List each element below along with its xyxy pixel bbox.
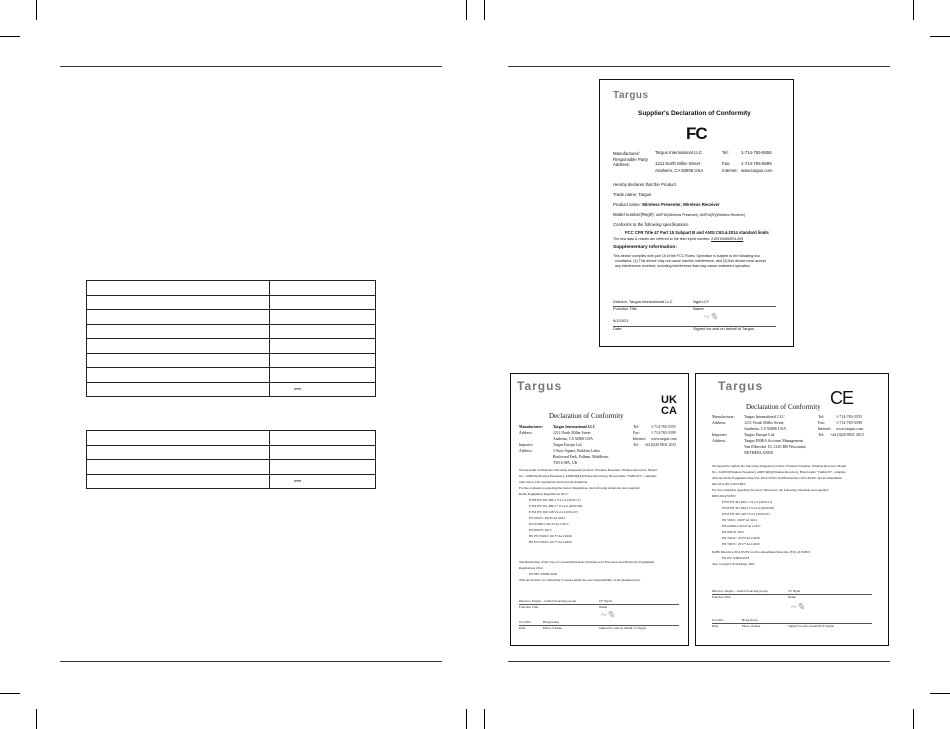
supplementary-title: Supplementary Information: — [613, 245, 677, 250]
fax-label: Fax: — [818, 420, 826, 425]
ce-year: Year to begin CE marking: 2021 — [712, 562, 755, 566]
supplementary-text: conditions: (1) This device may not cause harmful interference, and (2) this device must accept — [615, 259, 766, 263]
importer-address: NETHERLANDS — [744, 450, 774, 455]
header-rule — [60, 66, 442, 67]
manufacturer: Targus International LLC — [744, 414, 785, 419]
trade-name: Trade name: Targus — [613, 192, 652, 197]
declares: Hereby declares that the Product — [613, 182, 676, 187]
standard-item: EN 50321: 2018+A1:2021 — [529, 516, 566, 520]
tel: 1-714-765-5555 — [741, 150, 772, 155]
address-line: 1211 North Miller Street — [553, 431, 591, 435]
model-value: AMP16(Wireless Presenter), AMP16(R)(Wireless Receiver) — [656, 213, 746, 217]
signed-label: Signed for and on behalf of Targus — [599, 626, 647, 630]
standard-item: EN 55032 : 2015+A11:2020 — [722, 536, 760, 540]
declaration-text: We herewith confirm the following designated product: Wireless Presenter, Wireless Receiver, Model — [519, 468, 657, 472]
tel-label: Tel: — [633, 425, 639, 429]
supplementary-text: any interference received, including interference that may cause undesired operation. — [615, 264, 751, 268]
signature-mark: ~✎ — [601, 610, 615, 621]
place: Hong Kong — [742, 618, 758, 622]
footer-rule — [60, 661, 442, 662]
manufacturer: Targus International LLC — [655, 150, 702, 155]
ukca-doc-document — [510, 373, 689, 646]
crop-mark — [36, 0, 37, 20]
crop-mark — [36, 709, 37, 729]
header-rule — [508, 66, 890, 67]
standard-item: ETSI EN 300 328 V2.2.2 (2019-07) — [529, 510, 578, 514]
crop-mark — [0, 36, 20, 37]
name-label: Name — [693, 306, 704, 311]
fcc-sdoc-document — [599, 79, 794, 347]
tel-label: Tel: — [633, 443, 639, 447]
crop-mark — [484, 709, 485, 729]
doc-title: Supplier's Declaration of Conformity — [638, 110, 751, 117]
standard-item: EN 50321: 2018+A1:2021 — [722, 518, 758, 522]
declaration-text: No.: AMP16(Wireless Presenter), AMP16(R)(Wireless Receiver), Brand name "TARGUS", complies — [712, 470, 846, 474]
fcc-mark: FC — [686, 124, 707, 143]
ce-mark: CE — [830, 388, 854, 408]
address-label: Address: — [712, 420, 727, 425]
model-number — [613, 213, 745, 218]
product-name-label: Product name: — [613, 202, 641, 207]
rohs-text: The Restriction of the Use of Certain Hazardous Substances in Electrical and Electronic Equipment — [519, 560, 655, 564]
rohs-text: RoHS Directive 2011/65/EU and its amendment Directive (EU) 2015/863: — [712, 550, 811, 554]
fax: 1-714-765-5599 — [741, 161, 772, 166]
address-line: Anaheim, CA 92806 USA — [744, 426, 786, 431]
crop-mark — [913, 709, 914, 729]
directive: RED 2014/53/EU: — [712, 494, 737, 498]
standard-item: ETSI EN 301 489-1 V2.2.3 (2019-11) — [722, 500, 773, 504]
model-label: Model number(Reg#): — [613, 212, 655, 217]
doc-title: Declaration of Conformity — [549, 412, 624, 420]
evaluation-text: For the evaluation regarding the below Regulation, the following standards were applied: — [519, 486, 641, 490]
function-label: Function Title — [712, 595, 731, 599]
importer-label: Importer: — [712, 432, 728, 437]
standard-item: ETSI EN 301 489-17 V3.2.4 (2020-09) — [529, 504, 583, 508]
supplementary-text: This device complies with part 15 of the FCC Rules. Operation is subject to the following two — [613, 254, 760, 258]
date-label: Date — [613, 326, 622, 331]
tel-label: Tel: — [818, 432, 825, 437]
spec-table-1 — [86, 280, 376, 397]
spec-table-2 — [86, 430, 376, 489]
responsibility-text: This declaration of conformity is issued under the sole responsibility of the manufacturer. — [519, 578, 641, 582]
standard-item: ETSI EN 301 489-1 V2.2.3 (2019-11) — [529, 498, 581, 502]
signature-mark: ~✎ — [704, 312, 718, 323]
standard-item: BS EN 55035: 2017+A11:2020 — [529, 540, 572, 544]
tel-label: Tel: — [818, 414, 825, 419]
product-name-value: Wireless Presenter, Wireless Receiver — [642, 202, 720, 207]
manufacturer-label: Manufacturer/ Responsible Party Address: — [613, 151, 648, 168]
fax: 1-714-765-5599 — [651, 431, 676, 435]
crop-mark — [466, 709, 467, 729]
declaration-text: with the Radio Equipment Directive 2014/53/EU, RoHS Directive 2011/65/EU and its amendment — [712, 476, 843, 480]
crop-mark — [930, 36, 950, 37]
address-line: Anaheim, CA 92806 USA — [655, 168, 704, 173]
dc-symbol: ⎓ — [294, 475, 302, 486]
report-number: 2109190800EN-009 — [711, 237, 744, 241]
date-label: Date — [712, 624, 719, 628]
manufacturer-label: Manufacturer: — [712, 414, 735, 419]
signed-label: Signed for and on behalf of Targus — [693, 326, 755, 331]
crop-mark — [466, 0, 467, 20]
targus-logo: Targus — [718, 379, 764, 393]
tel: 1-714-765-5555 — [651, 425, 676, 429]
date: 9/1/2021 — [613, 318, 629, 323]
declaration-text: Directive (EU) 2015/863. — [712, 482, 746, 486]
address-line: Anaheim, CA 92806 USA — [553, 437, 593, 441]
standard-item: EN 60479: 2015 — [529, 528, 552, 532]
importer-address: Van Elbercket 19, 2145 RR Wisconsin, — [744, 444, 807, 449]
standard-item: EN 62368-1:2014+A11:2017 — [529, 522, 569, 526]
function-label: Function Title — [519, 605, 539, 609]
evaluation-text: For the evaluation regarding the above Directives, the following standards were applied: — [712, 488, 829, 492]
name-label: Name — [599, 605, 608, 609]
table-row — [87, 339, 376, 354]
ukca-mark-bottom: CA — [661, 405, 677, 417]
declaration-text: We herewith confirm the following designated product: Wireless Presenter, Wireless Receiver, Model — [712, 464, 846, 468]
crop-mark — [913, 0, 914, 20]
tel: +44 (0)20 8831 2015 — [830, 432, 864, 437]
footer-rule — [508, 661, 890, 662]
ce-doc-document — [695, 373, 889, 646]
internet: www.targus.com — [651, 437, 677, 441]
name-label: Name — [788, 595, 796, 599]
crop-mark — [0, 693, 20, 694]
conforms: Conforms to the following specifications — [613, 222, 689, 227]
date-label: Date — [519, 626, 526, 630]
place-label: Place of Issue — [742, 624, 761, 628]
standard: FCC CFR Title 47 Part 15 Subpart B and ANSI C63.4-2014 standard limits — [625, 230, 769, 235]
targus-logo: Targus — [517, 379, 563, 393]
internet: www.targus.com — [836, 426, 863, 431]
signed-label: Signed for and on behalf of Targus — [788, 624, 834, 628]
table-row — [87, 295, 376, 310]
importer: Targus Europe Ltd. — [744, 432, 775, 437]
crop-mark — [484, 0, 485, 20]
standard-item: BS EN 55032: 2015+A11:2020 — [529, 534, 572, 538]
tel: 1-714-765-5555 — [836, 414, 862, 419]
table-row — [87, 445, 376, 460]
table-row — [87, 474, 376, 489]
signature-mark: ~✎ — [791, 602, 805, 613]
fax-label: Fax: — [722, 161, 731, 166]
address-label: Address: — [519, 449, 533, 453]
report-note — [613, 237, 743, 241]
table-row — [87, 353, 376, 368]
signer-name: Nguh,CF — [693, 299, 710, 304]
table-row — [87, 281, 376, 296]
signer-title: Director, Targus – Global Sourcing Group — [712, 589, 768, 593]
importer-address: TW16 6PA, UK — [553, 461, 578, 465]
address-label: Address: — [519, 431, 533, 435]
tel-label: Tel: — [722, 150, 729, 155]
address-line: 1211 North Miller Street — [655, 161, 701, 166]
declaration-text: No.: AMP16(Wireless Presenter), AMP16(R)(Wireless Receiver), Brand name "TARGUS", complies — [519, 474, 657, 478]
dc-symbol: ⎓ — [294, 383, 302, 394]
internet-label: Internet: — [818, 426, 832, 431]
manufacturer-label: Manufacturer: — [519, 425, 544, 429]
table-row — [87, 382, 376, 397]
table-row — [87, 368, 376, 383]
tel: +44 (0)20 8831 2015 — [644, 443, 677, 447]
signer-title: Director, Targus – Global Sourcing Group — [519, 599, 577, 603]
standard-item: EN 62368-1:2014+A11:2017 — [722, 524, 761, 528]
internet-label: Internet: — [722, 168, 738, 173]
function-label: Function Title — [613, 306, 637, 311]
targus-logo: Targus — [613, 90, 649, 101]
standard-item: EN 60479: 2015 — [722, 530, 744, 534]
signer-name: CF Ngoh — [599, 599, 612, 603]
report-note-text: The test data & results are referred to the test report number: — [613, 237, 711, 241]
importer-address: 3 Stow Square, Embletn Lakes — [553, 449, 600, 453]
rohs-standard: EN IEC 63000:2018 — [722, 556, 750, 560]
table-row — [87, 431, 376, 446]
ukca-mark-top: UK — [661, 394, 677, 406]
signer-title: Director, Targus International LLC — [613, 299, 673, 304]
fax-label: Fax: — [633, 431, 640, 435]
importer-address: Targus EMEA Account Management — [744, 438, 804, 443]
signer-name: CF Ngoh — [788, 589, 801, 593]
internet-label: Internet: — [633, 437, 646, 441]
manufacturer: Targus International LLC — [553, 425, 596, 429]
address-label: Address: — [712, 438, 727, 443]
table-row — [87, 324, 376, 339]
address-line: 1211 North Miller Street, — [744, 420, 785, 425]
rohs-standard: EN IEC 63000:2018 — [529, 572, 557, 576]
date: 9/1/2021 — [712, 618, 724, 622]
standard-item: EN 55035 : 2017+A11:2020 — [722, 542, 760, 546]
importer: Targus Europe Ltd. — [553, 443, 583, 447]
place: Hong Kong — [543, 620, 559, 624]
importer-address: Boulevard Park, Fulham, Middlesex, — [553, 455, 610, 459]
regulation: Radio Equipment Regulations 2017: — [519, 492, 569, 496]
date: 9/1/2021 — [519, 620, 532, 624]
table-row — [87, 460, 376, 475]
fax: 1-714-765-5599 — [836, 420, 862, 425]
place-label: Place of Issue — [543, 626, 562, 630]
declaration-text: with below UK regulations and relevant standards: — [519, 480, 588, 484]
product-name — [613, 203, 720, 208]
standard-item: ETSI EN 301 489-17 V3.2.4 (2020-09) — [722, 506, 774, 510]
table-row — [87, 310, 376, 325]
internet: www.targus.com — [741, 168, 773, 173]
doc-title: Declaration of Conformity — [746, 403, 821, 411]
crop-mark — [930, 693, 950, 694]
rohs-text: Regulations 2012 — [519, 566, 543, 570]
standard-item: ETSI EN 300 328 V2.2.2 (2019-07) — [722, 512, 770, 516]
importer-label: Importer: — [519, 443, 534, 447]
